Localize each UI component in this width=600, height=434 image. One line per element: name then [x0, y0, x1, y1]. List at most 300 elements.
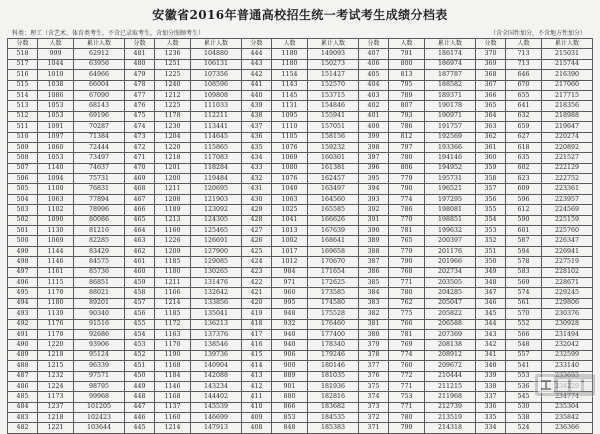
- header-score: 分数: [359, 39, 389, 49]
- count-cell: 1212: [155, 90, 191, 100]
- cumulative-count-cell: 73497: [74, 153, 125, 163]
- score-cell: 436: [242, 132, 272, 142]
- score-cell: 430: [242, 194, 272, 204]
- score-cell: 518: [8, 49, 38, 59]
- count-cell: 1209: [155, 246, 191, 256]
- count-cell: 1102: [38, 205, 74, 215]
- cumulative-count-cell: 155941: [308, 111, 359, 121]
- score-cell: 514: [8, 90, 38, 100]
- cumulative-count-cell: 70287: [74, 122, 125, 132]
- cumulative-count-cell: 157051: [308, 122, 359, 132]
- count-cell: 1013: [272, 226, 308, 236]
- table-row: [8, 226, 593, 236]
- cumulative-count-cell: 92686: [74, 329, 125, 339]
- cumulative-count-cell: 90340: [74, 309, 125, 319]
- count-cell: 1251: [155, 59, 191, 69]
- score-cell: 441: [242, 80, 272, 90]
- score-cell: 450: [125, 371, 155, 381]
- table-row: [8, 194, 593, 204]
- table-row: [8, 101, 593, 111]
- score-cell: 452: [125, 350, 155, 360]
- count-cell: 1225: [155, 70, 191, 80]
- score-cell: 477: [125, 90, 155, 100]
- count-cell: 795: [389, 80, 425, 90]
- count-cell: 770: [389, 215, 425, 225]
- count-cell: 1144: [38, 246, 74, 256]
- score-cell: 457: [125, 298, 155, 308]
- cumulative-count-cell: 192569: [425, 132, 476, 142]
- count-cell: 1012: [272, 257, 308, 267]
- score-cell: 516: [8, 70, 38, 80]
- score-cell: 363: [476, 122, 506, 132]
- table-row: [8, 371, 593, 381]
- cumulative-count-cell: 181936: [308, 381, 359, 391]
- cumulative-count-cell: 228671: [542, 277, 593, 287]
- cumulative-count-cell: 174580: [308, 298, 359, 308]
- cumulative-count-cell: 222752: [542, 174, 593, 184]
- score-cell: 362: [476, 132, 506, 142]
- cumulative-count-cell: 194146: [425, 153, 476, 163]
- count-cell: 781: [389, 329, 425, 339]
- cumulative-count-cell: 118284: [191, 163, 242, 173]
- count-cell: 781: [389, 226, 425, 236]
- cumulative-count-cell: 226347: [542, 236, 593, 246]
- cumulative-count-cell: 69196: [74, 111, 125, 121]
- count-cell: 780: [389, 413, 425, 423]
- count-cell: 880: [272, 392, 308, 402]
- cumulative-count-cell: 213519: [425, 413, 476, 423]
- cumulative-count-cell: 188582: [425, 80, 476, 90]
- cumulative-count-cell: 190971: [425, 111, 476, 121]
- cumulative-count-cell: 77894: [74, 194, 125, 204]
- count-cell: 602: [506, 163, 542, 173]
- cumulative-count-cell: 98795: [74, 381, 125, 391]
- cumulative-count-cell: 231494: [542, 329, 593, 339]
- table-row: [8, 236, 593, 246]
- count-cell: 1185: [155, 309, 191, 319]
- score-cell: 439: [242, 101, 272, 111]
- cumulative-count-cell: 153715: [308, 90, 359, 100]
- count-cell: 1076: [272, 174, 308, 184]
- count-cell: 1213: [155, 215, 191, 225]
- cumulative-count-cell: 222129: [542, 163, 593, 173]
- count-cell: 1166: [155, 288, 191, 298]
- table-row: [8, 90, 593, 100]
- cumulative-count-cell: 196521: [425, 184, 476, 194]
- score-cell: 435: [242, 142, 272, 152]
- score-cell: 511: [8, 122, 38, 132]
- cumulative-count-cell: 233140: [542, 361, 593, 371]
- score-cell: 433: [242, 163, 272, 173]
- cumulative-count-cell: 169658: [308, 246, 359, 256]
- score-cell: 512: [8, 111, 38, 121]
- count-cell: 1002: [272, 236, 308, 246]
- table-row: [8, 423, 593, 433]
- cumulative-count-cell: 230928: [542, 319, 593, 329]
- count-cell: 1204: [155, 132, 191, 142]
- cumulative-count-cell: 205822: [425, 309, 476, 319]
- count-cell: 940: [272, 329, 308, 339]
- count-cell: 760: [389, 361, 425, 371]
- cumulative-count-cell: 197295: [425, 194, 476, 204]
- bonus-note: （含全国性加分，不含地方性加分）: [489, 30, 586, 37]
- count-cell: 1146: [155, 381, 191, 391]
- cumulative-count-cell: 81216: [74, 226, 125, 236]
- cumulative-count-cell: 131476: [191, 277, 242, 287]
- cumulative-count-cell: 146699: [191, 413, 242, 423]
- score-cell: 393: [359, 194, 389, 204]
- cumulative-count-cell: 223361: [542, 184, 593, 194]
- count-cell: 1010: [38, 70, 74, 80]
- count-cell: 635: [506, 153, 542, 163]
- count-cell: 1163: [155, 329, 191, 339]
- cumulative-count-cell: 123092: [191, 205, 242, 215]
- score-cell: 451: [125, 361, 155, 371]
- count-cell: 765: [389, 236, 425, 246]
- score-cell: 359: [476, 163, 506, 173]
- count-cell: 1137: [155, 402, 191, 412]
- score-cell: 347: [476, 288, 506, 298]
- cumulative-count-cell: 164560: [308, 194, 359, 204]
- score-cell: 448: [125, 392, 155, 402]
- score-cell: 394: [359, 184, 389, 194]
- count-cell: 545: [506, 392, 542, 402]
- count-cell: 1160: [155, 226, 191, 236]
- count-cell: 984: [272, 267, 308, 277]
- score-cell: 387: [359, 257, 389, 267]
- cumulative-count-cell: 220892: [542, 142, 593, 152]
- cumulative-count-cell: 200397: [425, 236, 476, 246]
- table-row: [8, 59, 593, 69]
- cumulative-count-cell: 95124: [74, 350, 125, 360]
- cumulative-count-cell: 106131: [191, 59, 242, 69]
- cumulative-count-cell: 216390: [542, 70, 593, 80]
- count-cell: 557: [506, 350, 542, 360]
- header-count: 人数: [506, 39, 542, 49]
- score-cell: 383: [359, 298, 389, 308]
- cumulative-count-cell: 217060: [542, 80, 593, 90]
- cumulative-count-cell: 232599: [542, 350, 593, 360]
- score-cell: 365: [476, 101, 506, 111]
- cumulative-count-cell: 84575: [74, 257, 125, 267]
- count-cell: 786: [389, 122, 425, 132]
- count-cell: 1040: [272, 184, 308, 194]
- count-cell: 1063: [38, 194, 74, 204]
- score-cell: 348: [476, 277, 506, 287]
- score-cell: 368: [476, 70, 506, 80]
- cumulative-count-cell: 217715: [542, 90, 593, 100]
- count-cell: 1185: [155, 257, 191, 267]
- table-row: [8, 361, 593, 371]
- score-cell: 443: [242, 59, 272, 69]
- count-cell: 971: [272, 277, 308, 287]
- count-cell: 646: [506, 70, 542, 80]
- cumulative-count-cell: 203505: [425, 277, 476, 287]
- count-cell: 659: [506, 122, 542, 132]
- score-cell: 478: [125, 80, 155, 90]
- count-cell: 590: [506, 215, 542, 225]
- cumulative-count-cell: 139736: [191, 350, 242, 360]
- cumulative-count-cell: 193366: [425, 142, 476, 152]
- cumulative-count-cell: 229806: [542, 298, 593, 308]
- score-cell: 392: [359, 205, 389, 215]
- header-score: 分数: [242, 39, 272, 49]
- cumulative-count-cell: 107356: [191, 70, 242, 80]
- cumulative-count-cell: 211968: [425, 392, 476, 402]
- score-cell: 474: [125, 122, 155, 132]
- count-cell: 713: [506, 49, 542, 59]
- count-cell: 1146: [38, 257, 74, 267]
- table-row: [8, 80, 593, 90]
- cumulative-count-cell: 224569: [542, 205, 593, 215]
- score-cell: 350: [476, 257, 506, 267]
- score-cell: 498: [8, 257, 38, 267]
- score-cell: 343: [476, 329, 506, 339]
- cumulative-count-cell: 202734: [425, 267, 476, 277]
- cumulative-count-cell: 194952: [425, 163, 476, 173]
- score-cell: 434: [242, 153, 272, 163]
- cumulative-count-cell: 198081: [425, 205, 476, 215]
- cumulative-count-cell: 114645: [191, 132, 242, 142]
- cumulative-count-cell: 129085: [191, 257, 242, 267]
- count-cell: 901: [272, 381, 308, 391]
- count-cell: 789: [389, 90, 425, 100]
- score-cell: 418: [242, 319, 272, 329]
- count-cell: 779: [389, 174, 425, 184]
- count-cell: 1172: [155, 319, 191, 329]
- count-cell: 1091: [38, 122, 74, 132]
- score-cell: 428: [242, 215, 272, 225]
- count-cell: 713: [506, 59, 542, 69]
- cumulative-count-cell: 74637: [74, 163, 125, 173]
- cumulative-count-cell: 135041: [191, 309, 242, 319]
- cumulative-count-cell: 130265: [191, 267, 242, 277]
- cumulative-count-cell: 162457: [308, 174, 359, 184]
- count-cell: 541: [506, 361, 542, 371]
- count-cell: 1180: [272, 59, 308, 69]
- cumulative-count-cell: 215744: [542, 59, 593, 69]
- table-row: [8, 132, 593, 142]
- cumulative-count-cell: 191757: [425, 122, 476, 132]
- score-cell: 337: [476, 392, 506, 402]
- cumulative-count-cell: 173585: [308, 288, 359, 298]
- count-cell: 771: [389, 277, 425, 287]
- count-cell: 813: [389, 70, 425, 80]
- score-cell: 500: [8, 236, 38, 246]
- count-cell: 900: [272, 361, 308, 371]
- cumulative-count-cell: 179246: [308, 350, 359, 360]
- header-cumulative-count: 累计人数: [542, 39, 593, 49]
- score-cell: 503: [8, 205, 38, 215]
- score-cell: 424: [242, 257, 272, 267]
- score-cell: 379: [359, 340, 389, 350]
- count-cell: 1131: [272, 101, 308, 111]
- count-cell: 536: [506, 381, 542, 391]
- count-cell: 561: [506, 298, 542, 308]
- header-score: 分数: [476, 39, 506, 49]
- score-cell: 410: [242, 402, 272, 412]
- score-cell: 390: [359, 226, 389, 236]
- score-cell: 506: [8, 174, 38, 184]
- count-cell: 1189: [155, 205, 191, 215]
- cumulative-count-cell: 232042: [542, 340, 593, 350]
- cumulative-count-cell: 204285: [425, 288, 476, 298]
- score-cell: 458: [125, 288, 155, 298]
- score-cell: 456: [125, 309, 155, 319]
- score-cell: 344: [476, 319, 506, 329]
- count-cell: 1236: [155, 49, 191, 59]
- count-cell: 1160: [155, 413, 191, 423]
- score-cell: 491: [8, 329, 38, 339]
- cumulative-count-cell: 171654: [308, 267, 359, 277]
- header-score: 分数: [8, 39, 38, 49]
- table-row: [8, 111, 593, 121]
- score-cell: 360: [476, 153, 506, 163]
- score-cell: 480: [125, 59, 155, 69]
- score-cell: 437: [242, 122, 272, 132]
- table-row: [8, 215, 593, 225]
- count-cell: 1154: [272, 70, 308, 80]
- table-row: [8, 350, 593, 360]
- count-cell: 853: [272, 413, 308, 423]
- count-cell: 812: [389, 132, 425, 142]
- score-cell: 373: [359, 402, 389, 412]
- count-cell: 1076: [272, 142, 308, 152]
- cumulative-count-cell: 86851: [74, 277, 125, 287]
- count-cell: 1173: [38, 392, 74, 402]
- count-cell: 1240: [155, 80, 191, 90]
- cumulative-count-cell: 201966: [425, 257, 476, 267]
- header-cumulative-count: 累计人数: [191, 39, 242, 49]
- count-cell: 766: [389, 319, 425, 329]
- cumulative-count-cell: 63956: [74, 59, 125, 69]
- site-logo-icon: [534, 373, 596, 397]
- count-cell: 807: [389, 101, 425, 111]
- table-row: [8, 329, 593, 339]
- score-cell: 339: [476, 371, 506, 381]
- cumulative-count-cell: 119484: [191, 174, 242, 184]
- count-cell: 1218: [38, 350, 74, 360]
- count-cell: 570: [506, 309, 542, 319]
- count-cell: 1130: [38, 226, 74, 236]
- score-cell: 495: [8, 288, 38, 298]
- cumulative-count-cell: 115865: [191, 142, 242, 152]
- count-cell: 848: [272, 423, 308, 433]
- count-cell: 553: [506, 371, 542, 381]
- header-cumulative-count: 累计人数: [425, 39, 476, 49]
- count-cell: 960: [272, 288, 308, 298]
- score-cell: 375: [359, 381, 389, 391]
- header-cumulative-count: 累计人数: [308, 39, 359, 49]
- score-cell: 476: [125, 101, 155, 111]
- score-cell: 358: [476, 174, 506, 184]
- count-cell: 799: [389, 423, 425, 433]
- count-cell: 806: [389, 163, 425, 173]
- score-cell: 490: [8, 340, 38, 350]
- score-cell: 352: [476, 236, 506, 246]
- count-cell: 538: [506, 413, 542, 423]
- score-cell: 404: [359, 80, 389, 90]
- score-cell: 414: [242, 361, 272, 371]
- count-cell: 1230: [155, 122, 191, 132]
- score-cell: 442: [242, 70, 272, 80]
- cumulative-count-cell: 225760: [542, 226, 593, 236]
- cumulative-count-cell: 189371: [425, 90, 476, 100]
- cumulative-count-cell: 207369: [425, 329, 476, 339]
- cumulative-count-cell: 99968: [74, 392, 125, 402]
- score-cell: 426: [242, 236, 272, 246]
- score-cell: 378: [359, 350, 389, 360]
- count-cell: 1094: [38, 174, 74, 184]
- count-cell: 1145: [272, 90, 308, 100]
- count-cell: 1063: [272, 194, 308, 204]
- count-cell: 1041: [272, 215, 308, 225]
- score-cell: 364: [476, 111, 506, 121]
- count-cell: 769: [389, 340, 425, 350]
- cumulative-count-cell: 136213: [191, 319, 242, 329]
- count-cell: 574: [506, 288, 542, 298]
- score-cell: 468: [125, 184, 155, 194]
- count-cell: 771: [389, 402, 425, 412]
- score-cell: 501: [8, 226, 38, 236]
- score-cell: 485: [8, 392, 38, 402]
- score-cell: 385: [359, 277, 389, 287]
- score-distribution-table: [7, 38, 593, 434]
- cumulative-count-cell: 187787: [425, 70, 476, 80]
- score-cell: 462: [125, 246, 155, 256]
- cumulative-count-cell: 235842: [542, 413, 593, 423]
- score-cell: 504: [8, 194, 38, 204]
- count-cell: 1220: [155, 142, 191, 152]
- cumulative-count-cell: 175528: [308, 309, 359, 319]
- count-cell: 1214: [155, 423, 191, 433]
- count-cell: 786: [389, 205, 425, 215]
- cumulative-count-cell: 190178: [425, 101, 476, 111]
- count-cell: 1215: [38, 361, 74, 371]
- table-row: [8, 184, 593, 194]
- score-cell: 415: [242, 350, 272, 360]
- cumulative-count-cell: 180146: [308, 361, 359, 371]
- score-cell: 438: [242, 111, 272, 121]
- score-cell: 509: [8, 142, 38, 152]
- count-cell: 779: [389, 246, 425, 256]
- count-cell: 1200: [155, 174, 191, 184]
- count-cell: 797: [389, 142, 425, 152]
- cumulative-count-cell: 172625: [308, 277, 359, 287]
- table-row: [8, 413, 593, 423]
- count-cell: 780: [389, 153, 425, 163]
- cumulative-count-cell: 88021: [74, 288, 125, 298]
- score-cell: 444: [242, 49, 272, 59]
- count-cell: 1176: [38, 319, 74, 329]
- cumulative-count-cell: 154846: [308, 101, 359, 111]
- count-cell: 1095: [272, 111, 308, 121]
- score-cell: 493: [8, 309, 38, 319]
- count-cell: 1201: [155, 163, 191, 173]
- score-cell: 388: [359, 246, 389, 256]
- count-cell: 995: [272, 298, 308, 308]
- count-cell: 1168: [155, 361, 191, 371]
- count-cell: 1225: [155, 101, 191, 111]
- cumulative-count-cell: 145539: [191, 402, 242, 412]
- score-cell: 486: [8, 381, 38, 391]
- header-count: 人数: [38, 39, 74, 49]
- header-score: 分数: [125, 39, 155, 49]
- table-row: [8, 174, 593, 184]
- cumulative-count-cell: 109808: [191, 90, 242, 100]
- count-cell: 1115: [38, 277, 74, 287]
- score-cell: 367: [476, 80, 506, 90]
